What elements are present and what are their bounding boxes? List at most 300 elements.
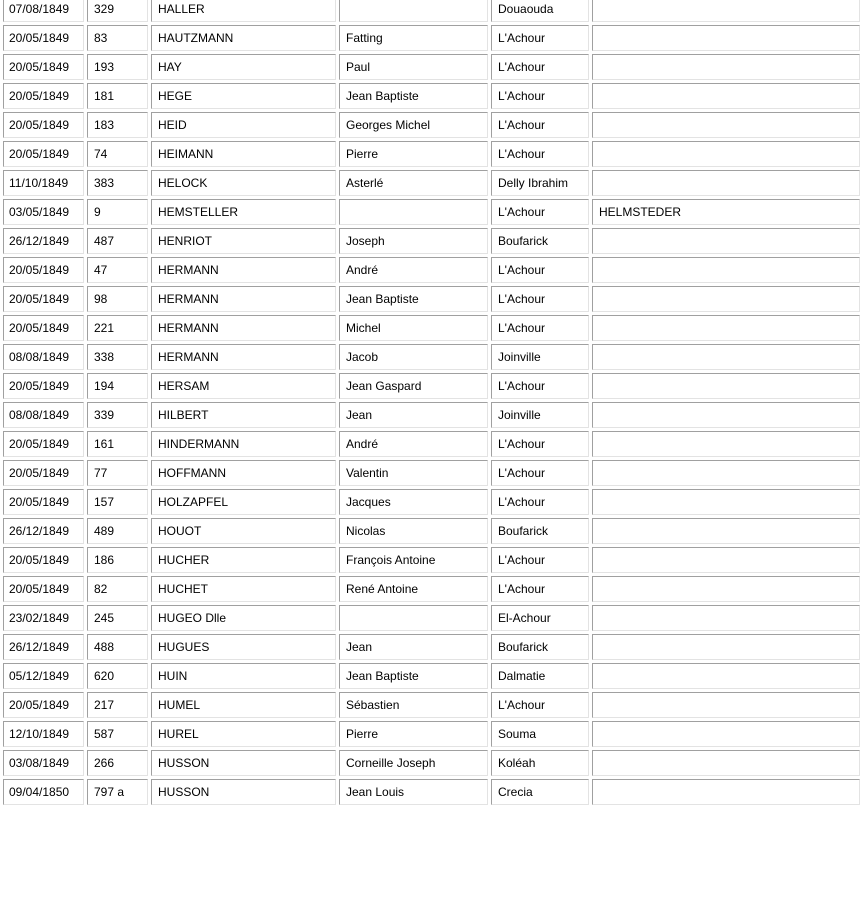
first-names-cell xyxy=(339,576,488,602)
date-cell xyxy=(3,315,84,341)
date-cell xyxy=(3,257,84,283)
surname-cell xyxy=(151,663,336,689)
locality-cell-text: Delly Ibrahim xyxy=(498,176,569,190)
date-cell-text: 20/05/1849 xyxy=(9,379,70,393)
notes-cell xyxy=(592,228,860,254)
first-names-cell-text: Jean Baptiste xyxy=(346,89,419,103)
number-cell xyxy=(87,315,148,341)
locality-cell xyxy=(491,373,589,399)
notes-cell-text xyxy=(599,287,859,292)
date-cell-text: 11/10/1849 xyxy=(9,176,69,190)
notes-cell xyxy=(592,460,860,486)
surname-cell-text: HALLER xyxy=(158,2,205,16)
locality-cell-text: L'Achour xyxy=(498,466,545,480)
surname-cell xyxy=(151,228,336,254)
notes-cell xyxy=(592,547,860,573)
notes-cell-text xyxy=(599,403,859,408)
number-cell-text: 186 xyxy=(94,553,115,567)
first-names-cell xyxy=(339,750,488,776)
notes-cell xyxy=(592,112,860,138)
number-cell-text: 193 xyxy=(94,60,115,74)
number-cell xyxy=(87,634,148,660)
surname-cell-text: HEIMANN xyxy=(158,147,214,161)
surname-cell-text: HILBERT xyxy=(158,408,209,422)
notes-cell-text xyxy=(599,780,859,785)
number-cell xyxy=(87,721,148,747)
surname-cell xyxy=(151,634,336,660)
first-names-cell-text: Pierre xyxy=(346,147,379,161)
locality-cell xyxy=(491,576,589,602)
first-names-cell-text xyxy=(346,0,487,2)
first-names-cell xyxy=(339,0,488,22)
table-row xyxy=(3,576,860,602)
notes-cell-text xyxy=(599,55,859,60)
date-cell xyxy=(3,373,84,399)
surname-cell xyxy=(151,83,336,109)
first-names-cell-text: Corneille Joseph xyxy=(346,756,436,770)
first-names-cell-text: Fatting xyxy=(346,31,383,45)
number-cell xyxy=(87,460,148,486)
notes-cell xyxy=(592,25,860,51)
locality-cell-text: Crecia xyxy=(498,785,533,799)
surname-cell xyxy=(151,692,336,718)
locality-cell xyxy=(491,402,589,428)
table-row xyxy=(3,199,860,225)
notes-cell xyxy=(592,170,860,196)
surname-cell-text: HELOCK xyxy=(158,176,208,190)
date-cell-text: 20/05/1849 xyxy=(9,698,70,712)
locality-cell-text: Boufarick xyxy=(498,524,549,538)
surname-cell xyxy=(151,489,336,515)
date-cell-text: 08/08/1849 xyxy=(9,408,70,422)
notes-cell-text xyxy=(599,635,859,640)
notes-cell xyxy=(592,257,860,283)
date-cell-text: 26/12/1849 xyxy=(9,524,70,538)
first-names-cell xyxy=(339,721,488,747)
first-names-cell xyxy=(339,344,488,370)
number-cell-text: 82 xyxy=(94,582,108,596)
number-cell xyxy=(87,286,148,312)
first-names-cell xyxy=(339,634,488,660)
number-cell-text: 83 xyxy=(94,31,108,45)
surname-cell-text: HAUTZMANN xyxy=(158,31,234,45)
number-cell-text: 161 xyxy=(94,437,115,451)
table-row xyxy=(3,721,860,747)
table-row xyxy=(3,112,860,138)
locality-cell xyxy=(491,344,589,370)
locality-cell xyxy=(491,489,589,515)
number-cell-text: 98 xyxy=(94,292,108,306)
first-names-cell-text: André xyxy=(346,437,379,451)
first-names-cell xyxy=(339,315,488,341)
number-cell-text: 329 xyxy=(94,2,115,16)
number-cell-text: 488 xyxy=(94,640,115,654)
number-cell xyxy=(87,431,148,457)
first-names-cell-text: Georges Michel xyxy=(346,118,431,132)
first-names-cell-text: Michel xyxy=(346,321,381,335)
table-row xyxy=(3,344,860,370)
first-names-cell-text: Jean xyxy=(346,408,373,422)
notes-cell xyxy=(592,663,860,689)
surname-cell xyxy=(151,170,336,196)
surname-cell-text: HUSSON xyxy=(158,785,210,799)
notes-cell xyxy=(592,692,860,718)
first-names-cell-text: Jean Gaspard xyxy=(346,379,422,393)
first-names-cell-text: Nicolas xyxy=(346,524,386,538)
date-cell xyxy=(3,83,84,109)
number-cell-text: 245 xyxy=(94,611,115,625)
first-names-cell xyxy=(339,141,488,167)
first-names-cell-text: Paul xyxy=(346,60,371,74)
first-names-cell-text: Jean Louis xyxy=(346,785,405,799)
surname-cell xyxy=(151,547,336,573)
number-cell-text: 181 xyxy=(94,89,115,103)
notes-cell xyxy=(592,634,860,660)
locality-cell xyxy=(491,286,589,312)
first-names-cell-text xyxy=(346,606,487,611)
surname-cell-text: HEMSTELLER xyxy=(158,205,239,219)
first-names-cell xyxy=(339,112,488,138)
notes-cell-text xyxy=(599,0,859,2)
number-cell xyxy=(87,54,148,80)
number-cell-text: 77 xyxy=(94,466,108,480)
number-cell-text: 797 a xyxy=(94,785,125,799)
notes-cell xyxy=(592,402,860,428)
surname-cell xyxy=(151,344,336,370)
number-cell xyxy=(87,576,148,602)
date-cell xyxy=(3,228,84,254)
notes-cell xyxy=(592,721,860,747)
notes-cell-text xyxy=(599,751,859,756)
notes-cell xyxy=(592,750,860,776)
table-row xyxy=(3,663,860,689)
number-cell xyxy=(87,25,148,51)
number-cell-text: 183 xyxy=(94,118,115,132)
surname-cell-text: HERMANN xyxy=(158,263,219,277)
number-cell-text: 194 xyxy=(94,379,115,393)
locality-cell-text: Dalmatie xyxy=(498,669,546,683)
locality-cell-text: Boufarick xyxy=(498,234,549,248)
notes-cell xyxy=(592,431,860,457)
locality-cell xyxy=(491,692,589,718)
table-row xyxy=(3,286,860,312)
first-names-cell-text: Valentin xyxy=(346,466,389,480)
date-cell xyxy=(3,460,84,486)
surname-cell xyxy=(151,721,336,747)
notes-cell-text xyxy=(599,374,859,379)
surname-cell-text: HOLZAPFEL xyxy=(158,495,229,509)
date-cell xyxy=(3,547,84,573)
locality-cell-text: L'Achour xyxy=(498,321,545,335)
first-names-cell-text: Jean xyxy=(346,640,373,654)
date-cell xyxy=(3,0,84,22)
table-row xyxy=(3,170,860,196)
notes-cell-text xyxy=(599,84,859,89)
first-names-cell xyxy=(339,460,488,486)
first-names-cell xyxy=(339,489,488,515)
first-names-cell xyxy=(339,199,488,225)
locality-cell-text: Douaouda xyxy=(498,2,554,16)
number-cell xyxy=(87,663,148,689)
date-cell-text: 08/08/1849 xyxy=(9,350,70,364)
surname-cell xyxy=(151,141,336,167)
locality-cell-text: Boufarick xyxy=(498,640,549,654)
surname-cell-text: HUCHER xyxy=(158,553,210,567)
date-cell-text: 03/08/1849 xyxy=(9,756,70,770)
notes-cell xyxy=(592,54,860,80)
number-cell-text: 221 xyxy=(94,321,115,335)
surname-cell xyxy=(151,750,336,776)
number-cell xyxy=(87,547,148,573)
number-cell-text: 587 xyxy=(94,727,115,741)
surname-cell-text: HUSSON xyxy=(158,756,210,770)
surname-cell xyxy=(151,257,336,283)
table-row xyxy=(3,54,860,80)
surname-cell xyxy=(151,460,336,486)
notes-cell xyxy=(592,576,860,602)
locality-cell-text: L'Achour xyxy=(498,89,545,103)
locality-cell xyxy=(491,315,589,341)
surname-cell-text: HAY xyxy=(158,60,182,74)
notes-cell-text xyxy=(599,345,859,350)
surname-cell xyxy=(151,199,336,225)
date-cell xyxy=(3,721,84,747)
table-row xyxy=(3,228,860,254)
first-names-cell-text: Sébastien xyxy=(346,698,400,712)
locality-cell xyxy=(491,0,589,22)
date-cell-text: 05/12/1849 xyxy=(9,669,70,683)
surname-cell xyxy=(151,402,336,428)
notes-cell-text xyxy=(599,548,859,553)
table-row xyxy=(3,25,860,51)
table-row xyxy=(3,605,860,631)
number-cell xyxy=(87,489,148,515)
surname-cell-text: HUGEO Dlle xyxy=(158,611,227,625)
first-names-cell-text: Jacob xyxy=(346,350,379,364)
number-cell xyxy=(87,344,148,370)
surname-cell-text: HUGUES xyxy=(158,640,210,654)
locality-cell-text: L'Achour xyxy=(498,118,545,132)
first-names-cell xyxy=(339,54,488,80)
locality-cell-text: L'Achour xyxy=(498,582,545,596)
locality-cell-text: L'Achour xyxy=(498,553,545,567)
date-cell xyxy=(3,112,84,138)
notes-cell xyxy=(592,344,860,370)
date-cell-text: 20/05/1849 xyxy=(9,118,70,132)
number-cell-text: 9 xyxy=(94,205,101,219)
notes-cell-text xyxy=(599,577,859,582)
date-cell-text: 20/05/1849 xyxy=(9,89,70,103)
date-cell-text: 26/12/1849 xyxy=(9,640,70,654)
date-cell xyxy=(3,286,84,312)
notes-cell xyxy=(592,518,860,544)
locality-cell-text: L'Achour xyxy=(498,379,545,393)
date-cell xyxy=(3,170,84,196)
first-names-cell-text: Jacques xyxy=(346,495,391,509)
locality-cell xyxy=(491,25,589,51)
number-cell-text: 338 xyxy=(94,350,115,364)
date-cell xyxy=(3,750,84,776)
table-row xyxy=(3,141,860,167)
locality-cell-text: L'Achour xyxy=(498,698,545,712)
date-cell-text: 23/02/1849 xyxy=(9,611,70,625)
table-row xyxy=(3,0,860,22)
locality-cell-text: Joinville xyxy=(498,408,541,422)
number-cell xyxy=(87,83,148,109)
locality-cell-text: L'Achour xyxy=(498,263,545,277)
notes-cell-text xyxy=(599,229,859,234)
date-cell xyxy=(3,663,84,689)
locality-cell-text: Joinville xyxy=(498,350,541,364)
date-cell xyxy=(3,518,84,544)
surname-cell xyxy=(151,373,336,399)
locality-cell-text: L'Achour xyxy=(498,31,545,45)
table-row xyxy=(3,692,860,718)
table-row xyxy=(3,402,860,428)
number-cell xyxy=(87,402,148,428)
table-row xyxy=(3,373,860,399)
first-names-cell-text: André xyxy=(346,263,379,277)
first-names-cell xyxy=(339,25,488,51)
first-names-cell-text: René Antoine xyxy=(346,582,419,596)
first-names-cell xyxy=(339,692,488,718)
notes-cell-text xyxy=(599,490,859,495)
notes-cell-text xyxy=(599,171,859,176)
date-cell xyxy=(3,25,84,51)
date-cell-text: 20/05/1849 xyxy=(9,147,70,161)
locality-cell xyxy=(491,518,589,544)
date-cell xyxy=(3,605,84,631)
locality-cell-text: El-Achour xyxy=(498,611,551,625)
surname-cell-text: HOFFMANN xyxy=(158,466,226,480)
date-cell-text: 20/05/1849 xyxy=(9,495,70,509)
locality-cell xyxy=(491,663,589,689)
surname-cell-text: HERMANN xyxy=(158,350,219,364)
locality-cell-text: L'Achour xyxy=(498,147,545,161)
number-cell-text: 339 xyxy=(94,408,115,422)
number-cell-text: 74 xyxy=(94,147,108,161)
date-cell-text: 07/08/1849 xyxy=(9,2,70,16)
date-cell xyxy=(3,54,84,80)
locality-cell-text: Souma xyxy=(498,727,537,741)
locality-cell xyxy=(491,54,589,80)
locality-cell-text: L'Achour xyxy=(498,437,545,451)
number-cell-text: 620 xyxy=(94,669,115,683)
first-names-cell xyxy=(339,547,488,573)
surname-cell-text: HUMEL xyxy=(158,698,201,712)
surname-cell xyxy=(151,286,336,312)
table-row xyxy=(3,750,860,776)
number-cell xyxy=(87,692,148,718)
surname-cell xyxy=(151,779,336,805)
notes-cell xyxy=(592,141,860,167)
surname-cell xyxy=(151,576,336,602)
surname-cell xyxy=(151,112,336,138)
notes-cell xyxy=(592,489,860,515)
notes-cell-text: HELMSTEDER xyxy=(599,205,682,219)
date-cell xyxy=(3,692,84,718)
first-names-cell xyxy=(339,170,488,196)
notes-cell-text xyxy=(599,258,859,263)
locality-cell xyxy=(491,634,589,660)
date-cell xyxy=(3,489,84,515)
date-cell xyxy=(3,779,84,805)
table-row xyxy=(3,257,860,283)
number-cell xyxy=(87,112,148,138)
number-cell xyxy=(87,228,148,254)
first-names-cell-text xyxy=(346,200,487,205)
date-cell-text: 20/05/1849 xyxy=(9,437,70,451)
surname-cell-text: HERMANN xyxy=(158,292,219,306)
surname-cell-text: HEID xyxy=(158,118,187,132)
notes-cell-text xyxy=(599,519,859,524)
date-cell xyxy=(3,431,84,457)
number-cell xyxy=(87,257,148,283)
notes-cell-text xyxy=(599,432,859,437)
surname-cell xyxy=(151,518,336,544)
table-row xyxy=(3,779,860,805)
surname-cell xyxy=(151,54,336,80)
date-cell-text: 12/10/1849 xyxy=(9,727,70,741)
locality-cell xyxy=(491,460,589,486)
first-names-cell xyxy=(339,518,488,544)
locality-cell-text: L'Achour xyxy=(498,205,545,219)
number-cell xyxy=(87,170,148,196)
number-cell xyxy=(87,373,148,399)
surname-cell-text: HENRIOT xyxy=(158,234,212,248)
first-names-cell xyxy=(339,286,488,312)
notes-cell xyxy=(592,779,860,805)
first-names-cell xyxy=(339,431,488,457)
date-cell-text: 09/04/1850 xyxy=(9,785,70,799)
number-cell xyxy=(87,0,148,22)
date-cell-text: 20/05/1849 xyxy=(9,60,70,74)
number-cell xyxy=(87,141,148,167)
notes-cell xyxy=(592,605,860,631)
notes-cell xyxy=(592,373,860,399)
locality-cell xyxy=(491,779,589,805)
surname-cell-text: HERMANN xyxy=(158,321,219,335)
date-cell-text: 20/05/1849 xyxy=(9,321,70,335)
number-cell-text: 383 xyxy=(94,176,115,190)
notes-cell-text xyxy=(599,142,859,147)
first-names-cell xyxy=(339,402,488,428)
notes-cell-text xyxy=(599,113,859,118)
date-cell xyxy=(3,199,84,225)
notes-cell-text xyxy=(599,722,859,727)
date-cell-text: 20/05/1849 xyxy=(9,292,70,306)
notes-cell xyxy=(592,315,860,341)
surname-cell xyxy=(151,315,336,341)
date-cell-text: 20/05/1849 xyxy=(9,466,70,480)
surname-cell xyxy=(151,431,336,457)
date-cell xyxy=(3,576,84,602)
number-cell xyxy=(87,605,148,631)
surname-cell-text: HUREL xyxy=(158,727,199,741)
number-cell xyxy=(87,750,148,776)
locality-cell xyxy=(491,199,589,225)
date-cell xyxy=(3,141,84,167)
date-cell-text: 03/05/1849 xyxy=(9,205,70,219)
locality-cell xyxy=(491,112,589,138)
surname-cell-text: HOUOT xyxy=(158,524,202,538)
first-names-cell-text: Asterlé xyxy=(346,176,384,190)
date-cell-text: 26/12/1849 xyxy=(9,234,70,248)
table-row xyxy=(3,518,860,544)
locality-cell xyxy=(491,431,589,457)
locality-cell xyxy=(491,170,589,196)
first-names-cell xyxy=(339,257,488,283)
